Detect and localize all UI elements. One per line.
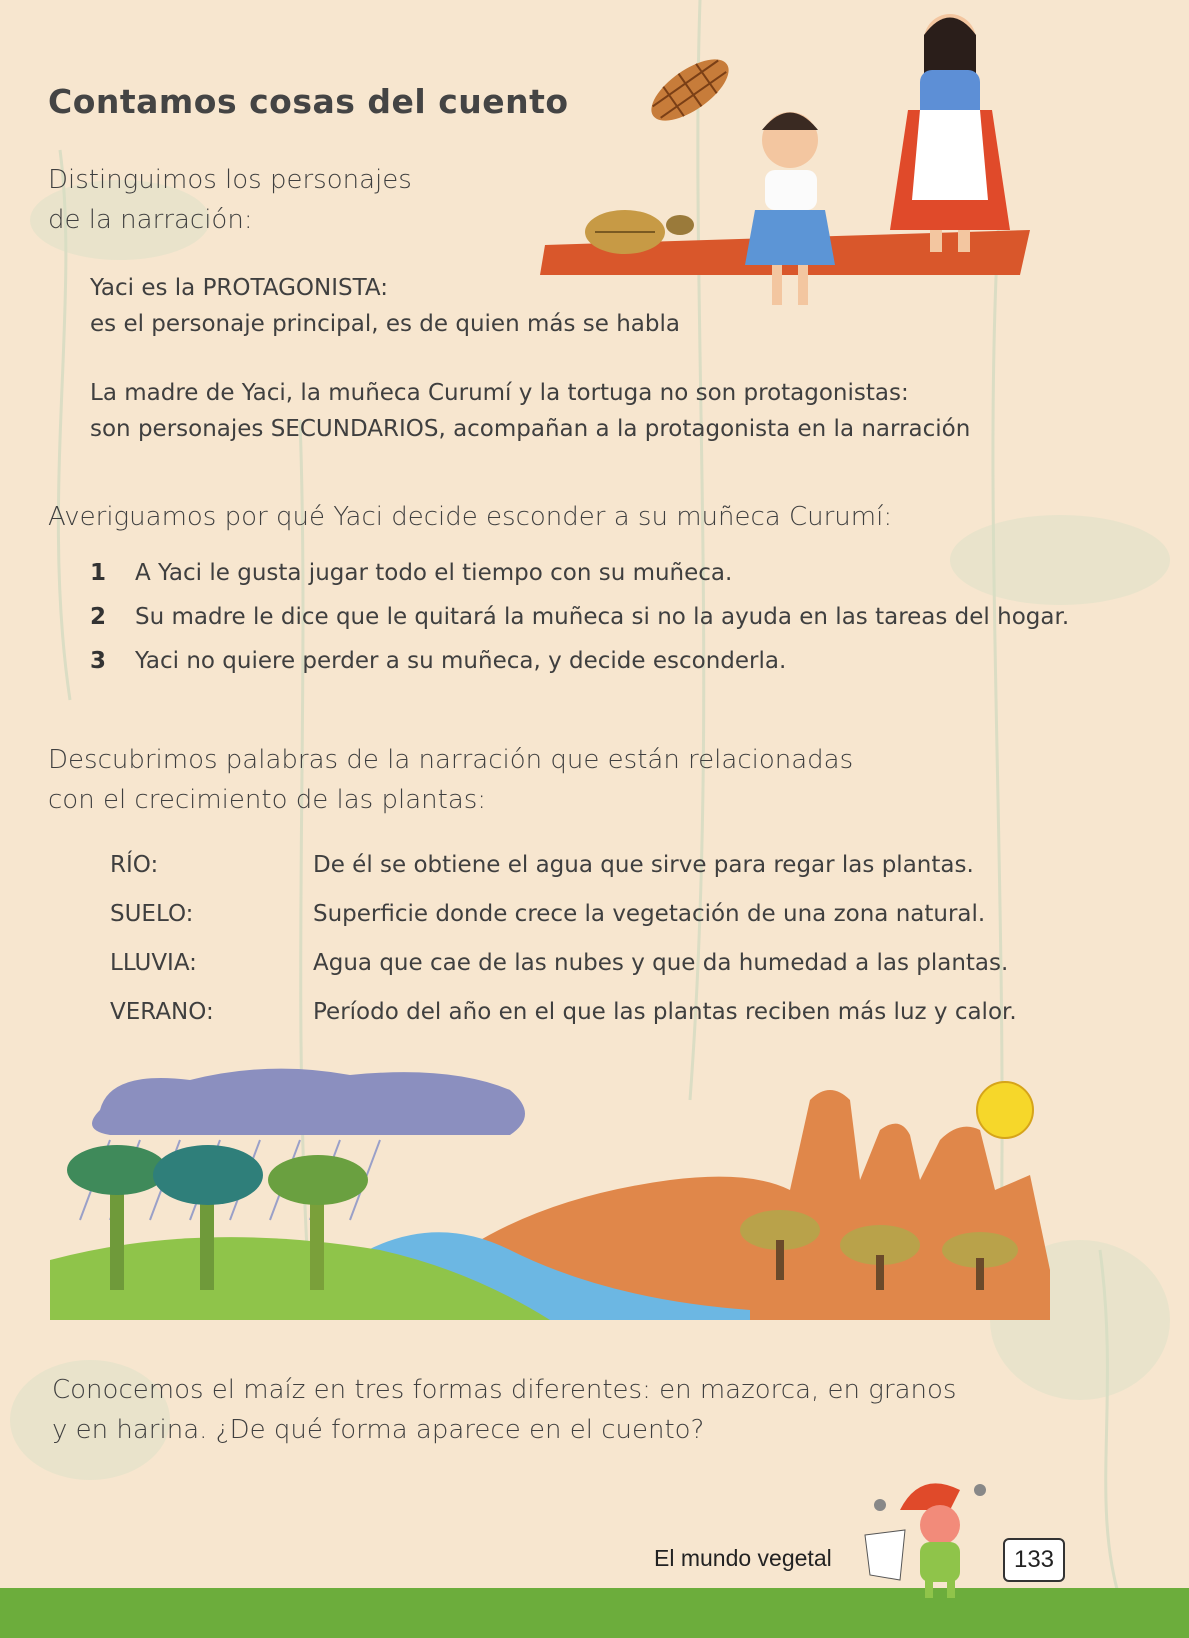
section3-heading-line2: con el crecimiento de las plantas: [48, 785, 487, 815]
section1-heading-line2: de la narración: [48, 205, 253, 235]
page-title: Contamos cosas del cuento [48, 82, 569, 121]
sun-icon [977, 1082, 1033, 1138]
glossary-row: SUELO: Superficie donde crece la vegetación de una zona natural. [110, 901, 986, 927]
mother-figure [890, 14, 1010, 252]
reasons-list [90, 560, 1069, 692]
page-number: 133 [1003, 1538, 1065, 1582]
section1-heading-line1: Distinguimos los personajes [48, 165, 412, 195]
list-item: 1 A Yaci le gusta jugar todo el tiempo con su muñeca. [90, 560, 733, 586]
corn-cob-icon [642, 48, 739, 132]
section3-heading-line1: Descubrimos palabras de la narración que están relacionadas [48, 745, 854, 775]
section2-heading: Averiguamos por qué Yaci decide esconder a su muñeca Curumí: [48, 502, 893, 532]
unit-label: El mundo vegetal [654, 1545, 832, 1571]
section4-line1: Conocemos el maíz en tres formas diferentes: en mazorca, en granos [52, 1375, 957, 1405]
footer-bar [0, 1588, 1189, 1638]
landscape-illustration [50, 1060, 1090, 1330]
yaci-girl-figure [745, 112, 835, 305]
glossary-row: RÍO: De él se obtiene el agua que sirve para regar las plantas. [110, 852, 974, 878]
glossary-row: LLUVIA: Agua que cae de las nubes y que da humedad a las plantas. [110, 950, 1009, 976]
glossary [110, 852, 1017, 1048]
list-item: 3 Yaci no quiere perder a su muñeca, y decide esconderla. [90, 648, 787, 674]
secondary-line1: La madre de Yaci, la muñeca Curumí y la tortuga no son protagonistas: [90, 380, 909, 406]
secondary-line2: son personajes SECUNDARIOS, acompañan a la protagonista en la narración [90, 416, 971, 442]
list-item: 2 Su madre le dice que le quitará la muñeca si no la ayuda en las tareas del hogar. [90, 604, 1070, 630]
elf-mascot-icon [860, 1470, 1000, 1600]
protagonist-line1: Yaci es la PROTAGONISTA: [90, 275, 388, 301]
section4-line2: y en harina. ¿De qué forma aparece en el cuento? [52, 1415, 705, 1445]
glossary-row: VERANO: Período del año en el que las plantas reciben más luz y calor. [110, 999, 1017, 1025]
protagonist-line2: es el personaje principal, es de quien más se habla [90, 311, 680, 337]
